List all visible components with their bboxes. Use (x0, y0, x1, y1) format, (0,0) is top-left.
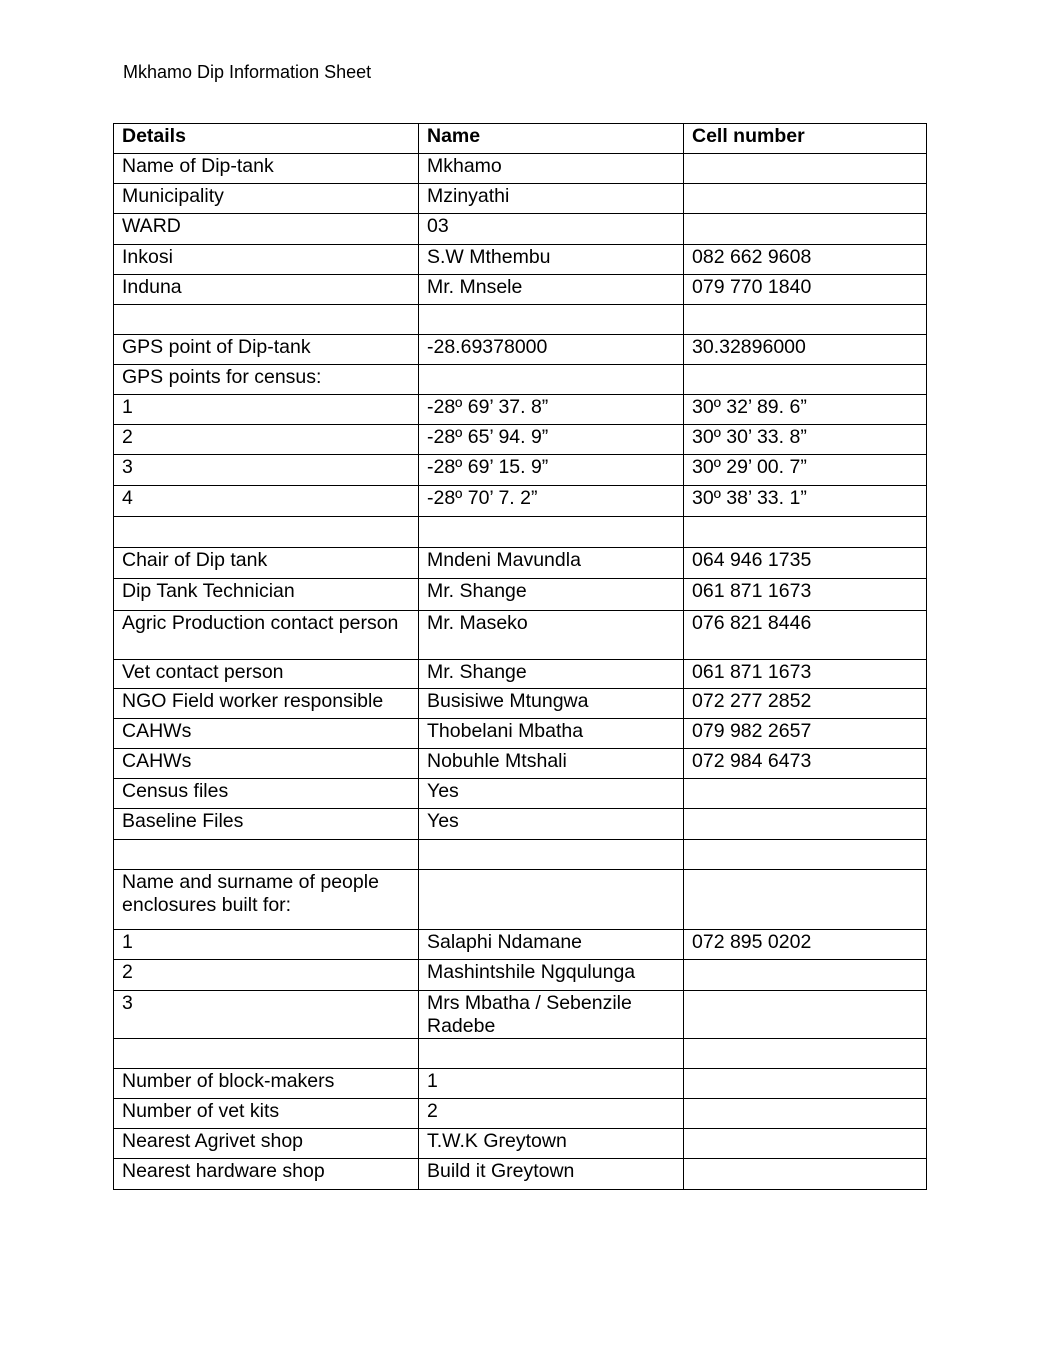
cell-details: Dip Tank Technician (114, 579, 419, 611)
cell-number: 30º 38’ 33. 1” (684, 486, 927, 517)
cell-number: 072 895 0202 (684, 930, 927, 960)
header-cell-number: Cell number (684, 124, 927, 154)
cell-number (684, 1069, 927, 1099)
cell-number (684, 214, 927, 245)
table-row (114, 991, 927, 1039)
cell-number: 30º 29’ 00. 7” (684, 455, 927, 486)
cell-number (684, 870, 927, 930)
cell-details: 1 (114, 930, 419, 960)
cell-number: 079 770 1840 (684, 275, 927, 305)
cell-name: Thobelani Mbatha (419, 719, 684, 749)
table-row (114, 455, 927, 486)
table-row (114, 870, 927, 930)
cell-details: CAHWs (114, 749, 419, 779)
cell-name: -28º 70’ 7. 2” (419, 486, 684, 517)
cell-name: Nobuhle Mtshali (419, 749, 684, 779)
cell-details: Inkosi (114, 245, 419, 275)
cell-details: 2 (114, 960, 419, 991)
cell-number: 064 946 1735 (684, 548, 927, 579)
cell-details (114, 840, 419, 870)
table-row (114, 548, 927, 579)
cell-details: Agric Production contact person (114, 611, 419, 660)
cell-details: Name of Dip-tank (114, 154, 419, 184)
table-row (114, 517, 927, 548)
cell-number: 082 662 9608 (684, 245, 927, 275)
cell-name: 1 (419, 1069, 684, 1099)
table-row (114, 395, 927, 425)
cell-details: 3 (114, 455, 419, 486)
table-row (114, 749, 927, 779)
table-row (114, 1129, 927, 1159)
table-row (114, 305, 927, 335)
cell-name (419, 1039, 684, 1069)
cell-name (419, 517, 684, 548)
table-row (114, 689, 927, 719)
cell-details: Baseline Files (114, 809, 419, 840)
cell-name: Yes (419, 809, 684, 840)
cell-number (684, 1099, 927, 1129)
cell-number: 072 277 2852 (684, 689, 927, 719)
cell-name: Mashintshile Ngqulunga (419, 960, 684, 991)
table-row (114, 1159, 927, 1190)
cell-details: Municipality (114, 184, 419, 214)
cell-number (684, 305, 927, 335)
cell-name: Yes (419, 779, 684, 809)
table-row (114, 1099, 927, 1129)
cell-number: 30º 32’ 89. 6” (684, 395, 927, 425)
table-row (114, 245, 927, 275)
cell-details: 1 (114, 395, 419, 425)
table-row (114, 275, 927, 305)
table-row (114, 930, 927, 960)
cell-number: 076 821 8446 (684, 611, 927, 660)
cell-details: NGO Field worker responsible (114, 689, 419, 719)
cell-details (114, 305, 419, 335)
table-row (114, 154, 927, 184)
cell-name: Mr. Shange (419, 660, 684, 689)
table-row (114, 809, 927, 840)
cell-name: Mrs Mbatha / Sebenzile Radebe (419, 991, 684, 1039)
header-name: Name (419, 124, 684, 154)
header-details: Details (114, 124, 419, 154)
table-row (114, 365, 927, 395)
cell-number (684, 154, 927, 184)
cell-details: Census files (114, 779, 419, 809)
cell-number (684, 1129, 927, 1159)
cell-details: 4 (114, 486, 419, 517)
cell-name (419, 305, 684, 335)
cell-name: -28º 65’ 94. 9” (419, 425, 684, 455)
cell-details: Name and surname of people enclosures built for: (114, 870, 419, 930)
cell-name: -28º 69’ 15. 9” (419, 455, 684, 486)
cell-name (419, 840, 684, 870)
cell-name: Salaphi Ndamane (419, 930, 684, 960)
cell-number: 072 984 6473 (684, 749, 927, 779)
cell-name: Mndeni Mavundla (419, 548, 684, 579)
cell-name: 2 (419, 1099, 684, 1129)
cell-details: 3 (114, 991, 419, 1039)
cell-number: 30.32896000 (684, 335, 927, 365)
cell-number (684, 1159, 927, 1190)
cell-details: Nearest hardware shop (114, 1159, 419, 1190)
cell-details: 2 (114, 425, 419, 455)
cell-details: GPS point of Dip-tank (114, 335, 419, 365)
cell-details: Induna (114, 275, 419, 305)
cell-details: GPS points for census: (114, 365, 419, 395)
cell-details: Chair of Dip tank (114, 548, 419, 579)
cell-details: Nearest Agrivet shop (114, 1129, 419, 1159)
table-row (114, 660, 927, 689)
cell-details: Number of block-makers (114, 1069, 419, 1099)
cell-name: Mzinyathi (419, 184, 684, 214)
table-row (114, 719, 927, 749)
table-body (114, 154, 927, 1190)
cell-name: Busisiwe Mtungwa (419, 689, 684, 719)
cell-number (684, 991, 927, 1039)
table-header-row (114, 124, 927, 154)
cell-name: Mkhamo (419, 154, 684, 184)
table-row (114, 579, 927, 611)
table-row (114, 184, 927, 214)
cell-number (684, 840, 927, 870)
info-table (113, 123, 927, 1190)
cell-number: 079 982 2657 (684, 719, 927, 749)
table-row (114, 335, 927, 365)
cell-number: 061 871 1673 (684, 579, 927, 611)
cell-details: CAHWs (114, 719, 419, 749)
table-row (114, 425, 927, 455)
cell-name: Mr. Shange (419, 579, 684, 611)
cell-number (684, 517, 927, 548)
cell-name: Mr. Mnsele (419, 275, 684, 305)
cell-name: T.W.K Greytown (419, 1129, 684, 1159)
cell-name (419, 870, 684, 930)
cell-number (684, 1039, 927, 1069)
table-row (114, 611, 927, 660)
cell-details: Vet contact person (114, 660, 419, 689)
table-row (114, 960, 927, 991)
table-row (114, 214, 927, 245)
cell-name: -28º 69’ 37. 8” (419, 395, 684, 425)
cell-details (114, 1039, 419, 1069)
cell-number (684, 809, 927, 840)
cell-name: Mr. Maseko (419, 611, 684, 660)
cell-number (684, 365, 927, 395)
cell-number: 30º 30’ 33. 8” (684, 425, 927, 455)
cell-number (684, 960, 927, 991)
cell-number (684, 779, 927, 809)
cell-number: 061 871 1673 (684, 660, 927, 689)
cell-details: Number of vet kits (114, 1099, 419, 1129)
cell-details (114, 517, 419, 548)
table-row (114, 779, 927, 809)
cell-name: S.W Mthembu (419, 245, 684, 275)
table-row (114, 1039, 927, 1069)
cell-name: Build it Greytown (419, 1159, 684, 1190)
cell-details: WARD (114, 214, 419, 245)
cell-name: -28.69378000 (419, 335, 684, 365)
table-row (114, 486, 927, 517)
table-row (114, 1069, 927, 1099)
cell-name (419, 365, 684, 395)
cell-name: 03 (419, 214, 684, 245)
page-title: Mkhamo Dip Information Sheet (123, 62, 372, 82)
table-row (114, 840, 927, 870)
cell-number (684, 184, 927, 214)
